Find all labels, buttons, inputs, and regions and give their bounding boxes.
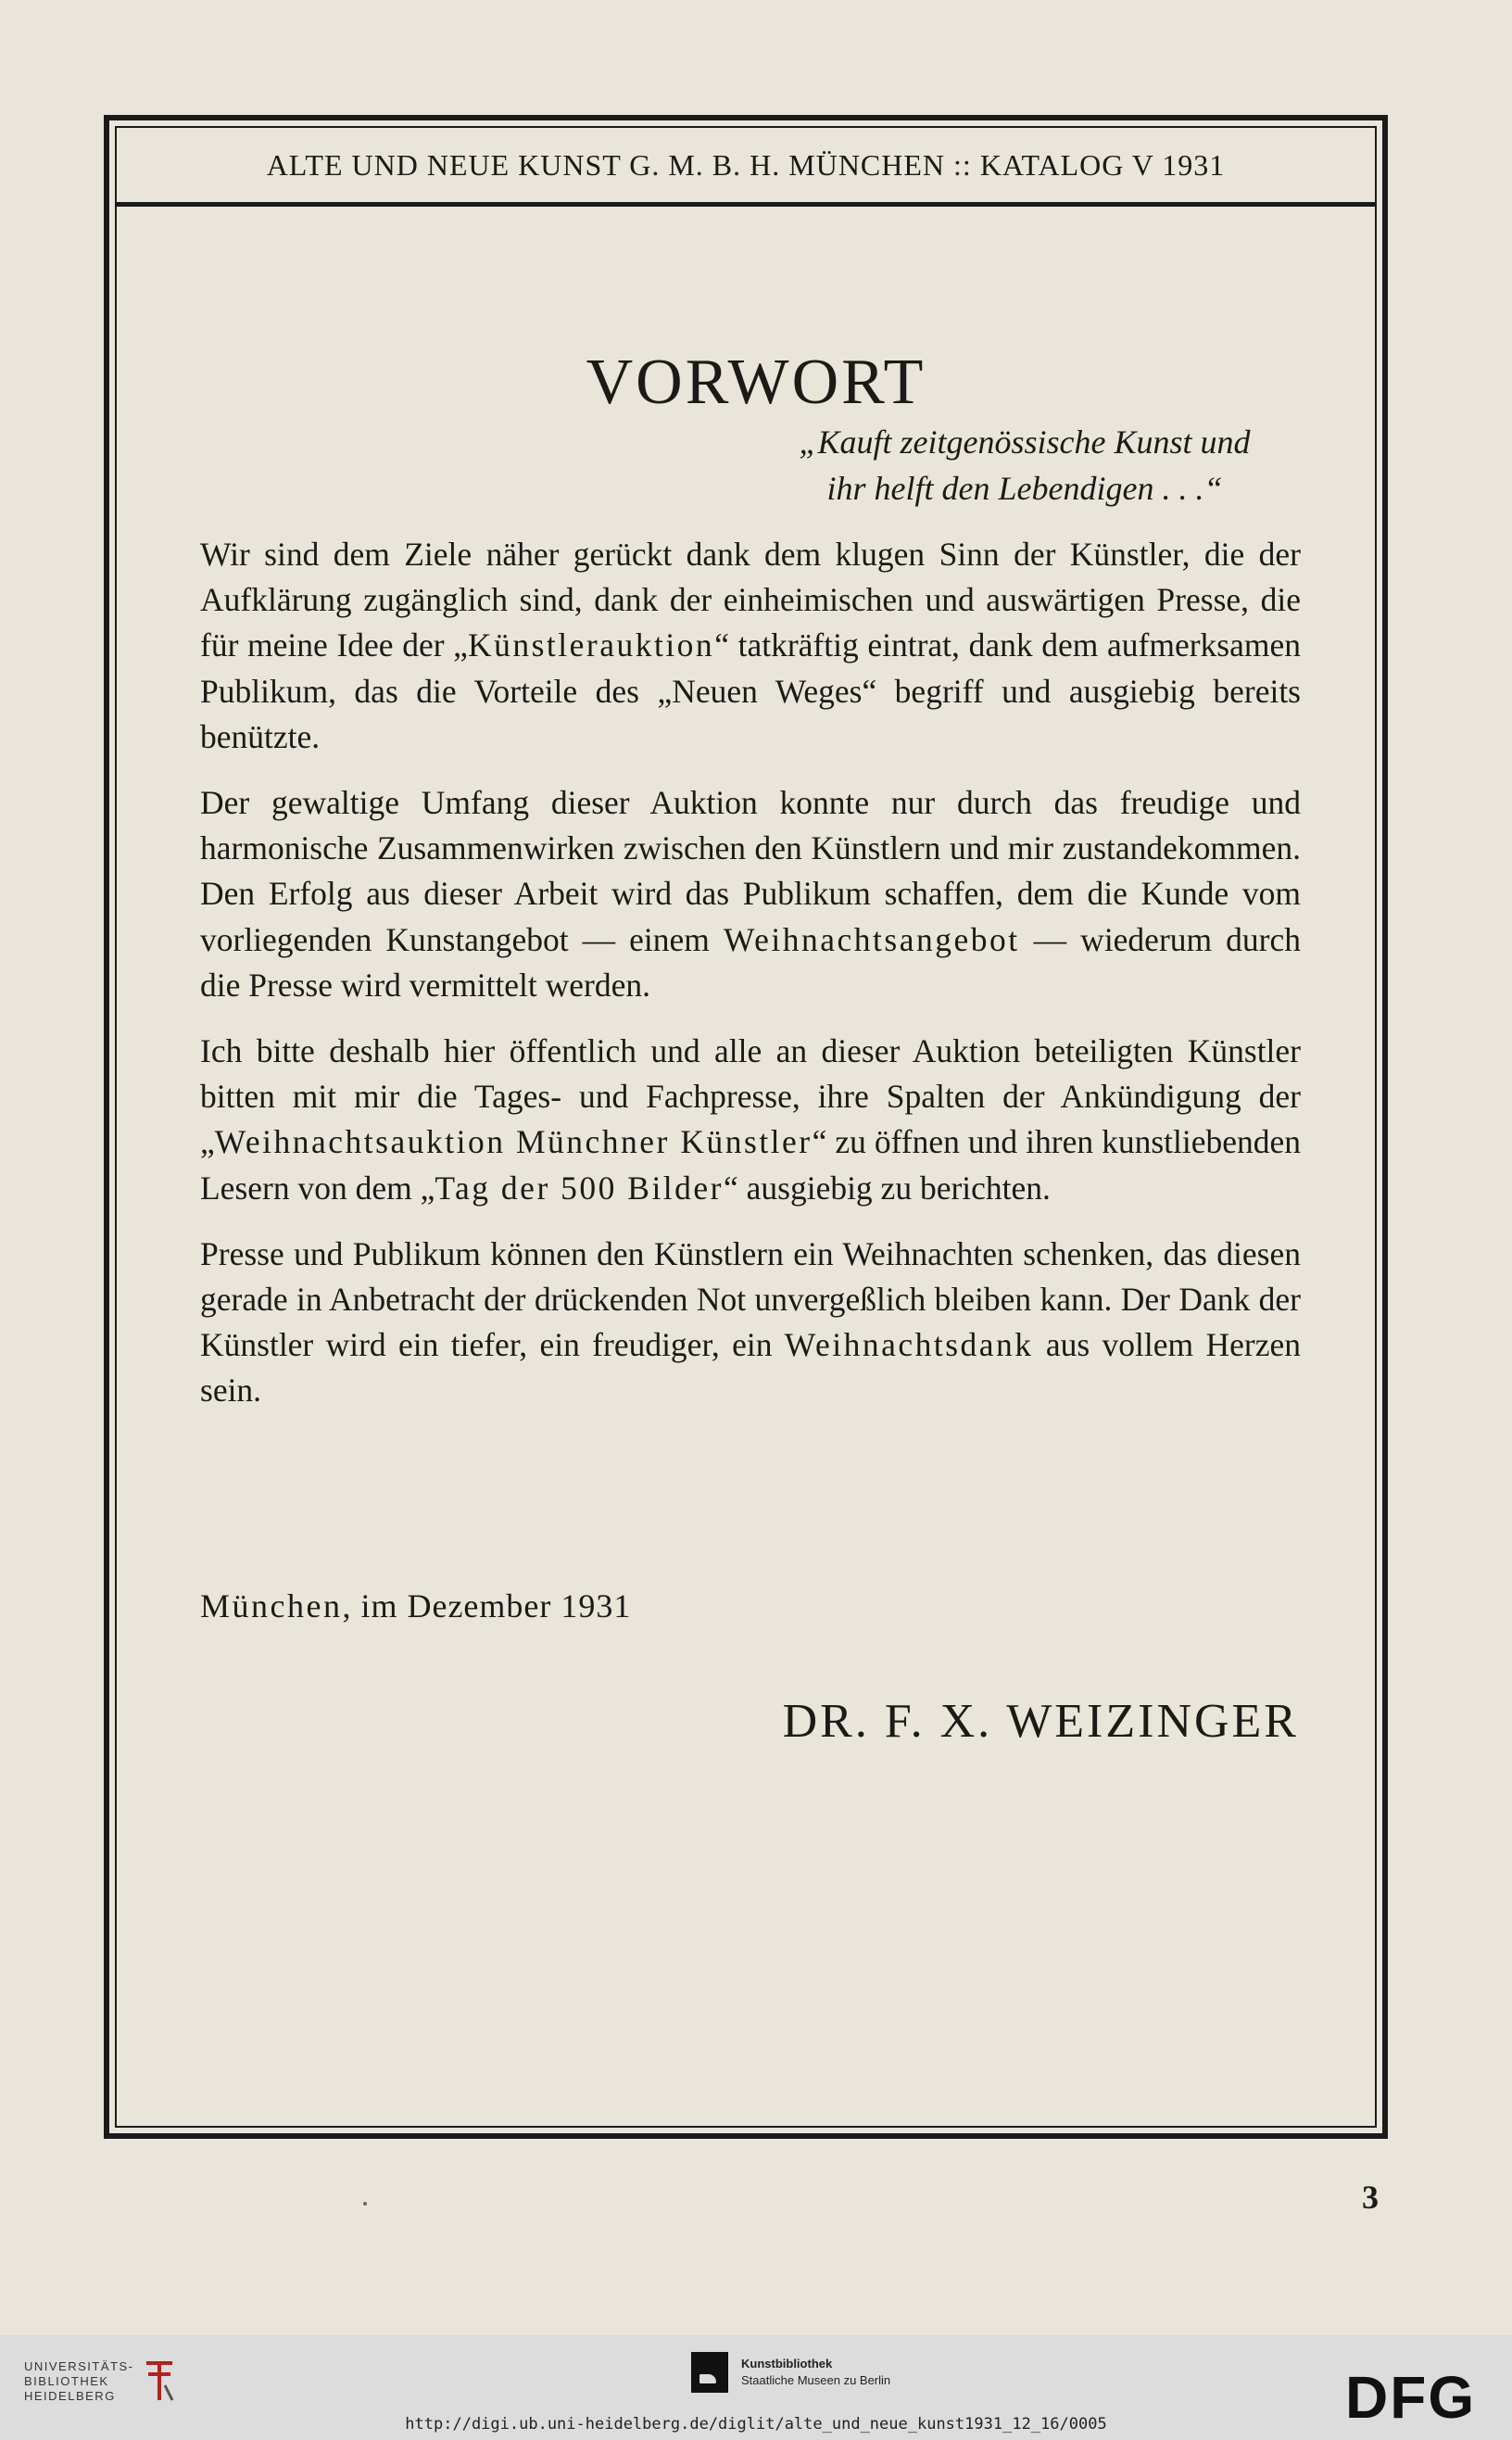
university-logo-text (24, 2359, 133, 2404)
paragraph-1-text-a: Wir sind dem Ziele näher gerückt dank dem klugen Sinn der Künstler, die der Aufklärung zugänglich sind, dank der einheimischen und auswärtigen Presse, die für meine Idee der „ (200, 536, 1301, 664)
university-line-2: BIBLIOTHEK (24, 2374, 109, 2388)
kunstbibliothek-icon (691, 2352, 728, 2393)
viewer-footer (0, 2335, 1512, 2440)
university-library-logo[interactable] (24, 2358, 178, 2406)
place: München (200, 1587, 343, 1625)
paragraph-1 (200, 532, 1301, 760)
foreword-body (200, 532, 1301, 1435)
university-line-1: UNIVERSITÄTS- (24, 2359, 134, 2373)
paragraph-3 (200, 1029, 1301, 1211)
signature: DR. F. X. WEIZINGER (782, 1695, 1299, 1748)
motto-quote (741, 419, 1308, 512)
page-title: VORWORT (586, 346, 926, 418)
date: , im Dezember 1931 (342, 1587, 632, 1625)
kunstbibliothek-logo[interactable] (691, 2352, 890, 2393)
place-and-date (200, 1587, 631, 1625)
paragraph-3-text-a: Ich bitte deshalb hier öffentlich und alle an dieser Auktion beteiligten Künstler bitten mit mir die Tages- und Fachpresse, ihre Spalten der Ankündigung der „ (200, 1032, 1301, 1161)
kunstbibliothek-title: Kunstbibliothek (741, 2357, 833, 2370)
paragraph-2-text-c: — wiederum durch die Presse wird vermittelt werden. (200, 920, 1302, 1004)
print-speck (363, 2202, 367, 2206)
paragraph-3-text-e: “ ausgiebig zu berichten. (724, 1169, 1051, 1207)
paragraph-2-spaced-term: Weihnachtsangebot (723, 920, 1020, 958)
paragraph-4-spaced-term: Weihnachtsdank (784, 1326, 1034, 1364)
page-url[interactable]: http://digi.ub.uni-heidelberg.de/diglit/alte_und_neue_kunst1931_12_16/0005 (405, 2415, 1107, 2434)
paragraph-4 (200, 1232, 1301, 1414)
motto-line-1: „Kauft zeitgenössische Kunst und (799, 424, 1251, 461)
running-header: ALTE UND NEUE KUNST G. M. B. H. MÜNCHEN :: KATALOG V 1931 (117, 128, 1375, 207)
kunstbibliothek-subtitle: Staatliche Museen zu Berlin (741, 2373, 891, 2387)
paragraph-1-text-c: “ tatkräftig eintrat, dank dem aufmerksamen Publikum, das die Vorteile des „Neuen Weges“ begriff und ausgiebig bereits benützte. (200, 626, 1301, 755)
paragraph-3-spaced-term-1: Weihnachtsauktion Münchner Künstler (214, 1123, 813, 1161)
kunstbibliothek-text (741, 2356, 890, 2389)
university-line-3: HEIDELBERG (24, 2389, 116, 2403)
dfg-logo[interactable]: DFG (1345, 2364, 1477, 2431)
paragraph-4-text-a: Presse und Publikum können den Künstlern ein Weihnachten schenken, das diesen gerade in Anbetracht der drückenden Not unvergeßlich bleiben kann. Der Dank der Künstler wird ein tiefer, ein freudiger, ein (200, 1234, 1301, 1364)
paragraph-4-text-c: aus vollem Herzen sein. (200, 1326, 1301, 1410)
university-emblem-icon (141, 2358, 178, 2406)
paragraph-3-spaced-term-2: Tag der 500 Bilder (435, 1169, 724, 1207)
page-number: 3 (1362, 2179, 1379, 2216)
paragraph-2 (200, 780, 1301, 1008)
paragraph-2-text-a: Der gewaltige Umfang dieser Auktion konnte nur durch das freudige und harmonische Zusammenwirken zwischen den Künstlern und mir zustandekommen. Den Erfolg aus dieser Arbeit wird das Publikum schaffen, dem die Kunde vom vorliegenden Kunstangebot — einem (200, 784, 1301, 958)
motto-line-2: ihr helft den Lebendigen . . .“ (826, 470, 1223, 507)
paragraph-3-text-c: “ zu öffnen und ihren kunstliebenden Lesern von dem „ (200, 1123, 1301, 1207)
paragraph-1-spaced-term: Künstlerauktion (467, 626, 715, 664)
